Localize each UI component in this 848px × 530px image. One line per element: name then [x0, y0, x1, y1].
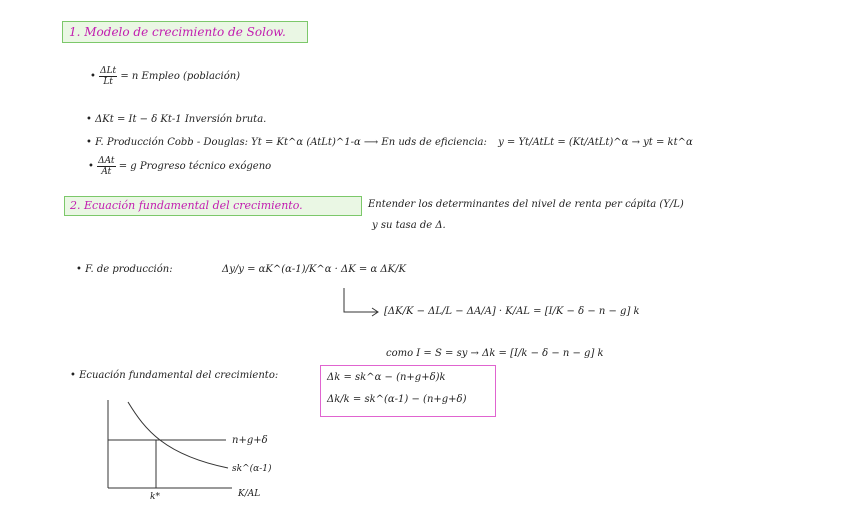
production-label: • F. de producción: [76, 264, 173, 275]
graph-kstar-label: k* [150, 492, 160, 502]
production-eq3: como I = S = sy → Δk = [I/k − δ − n − g] k [386, 348, 604, 359]
list-item: • F. Producción Cobb - Douglas: Yt = Kt^α (AtLt)^1-α ⟶ En uds de eficiencia: y = Yt/AtLt = (Kt/AtLt)^α → yt = kt^α [86, 137, 693, 148]
fundamental-label: • Ecuación fundamental del crecimiento: [70, 370, 279, 381]
fraction: $\frac{\text{ΔAt}}{At}$ [98, 156, 115, 177]
fundamental-eq1: Δk = sk^α − (n+g+δ)k [327, 372, 446, 383]
fraction: $\frac{\text{ΔLt}}{Lt}$ [100, 66, 117, 87]
list-item: • ΔKt = It − δ Kt-1 Inversión bruta. [86, 114, 267, 125]
production-eq2: [ΔK/K − ΔL/L − ΔA/A] · K/AL = [I/K − δ − n − g] k [384, 306, 640, 317]
graph-curve [128, 402, 228, 468]
section2-note-line2: y su tasa de Δ. [372, 220, 446, 231]
list-item: • $\frac{\text{ΔAt}}{At}$ = g Progreso técnico exógeno [88, 156, 272, 177]
fundamental-eq2: Δk/k = sk^(α-1) − (n+g+δ) [327, 394, 467, 405]
graph-x-label: K/AL [238, 489, 261, 499]
graph-line-label: n+g+δ [232, 435, 268, 446]
section2-note: Entender los determinantes del nivel de renta per cápita (Y/L) [368, 199, 684, 210]
production-eq1: Δy/y = αK^(α-1)/K^α · ΔK = α ΔK/K [222, 264, 406, 275]
section1-title: 1. Modelo de crecimiento de Solow. [69, 25, 286, 39]
graph-curve-label: sk^(α-1) [232, 464, 272, 474]
section2-title: 2. Ecuación fundamental del crecimiento. [70, 199, 303, 212]
list-item: • $\frac{\text{ΔLt}}{Lt}$ = n Empleo (población) [90, 66, 241, 87]
